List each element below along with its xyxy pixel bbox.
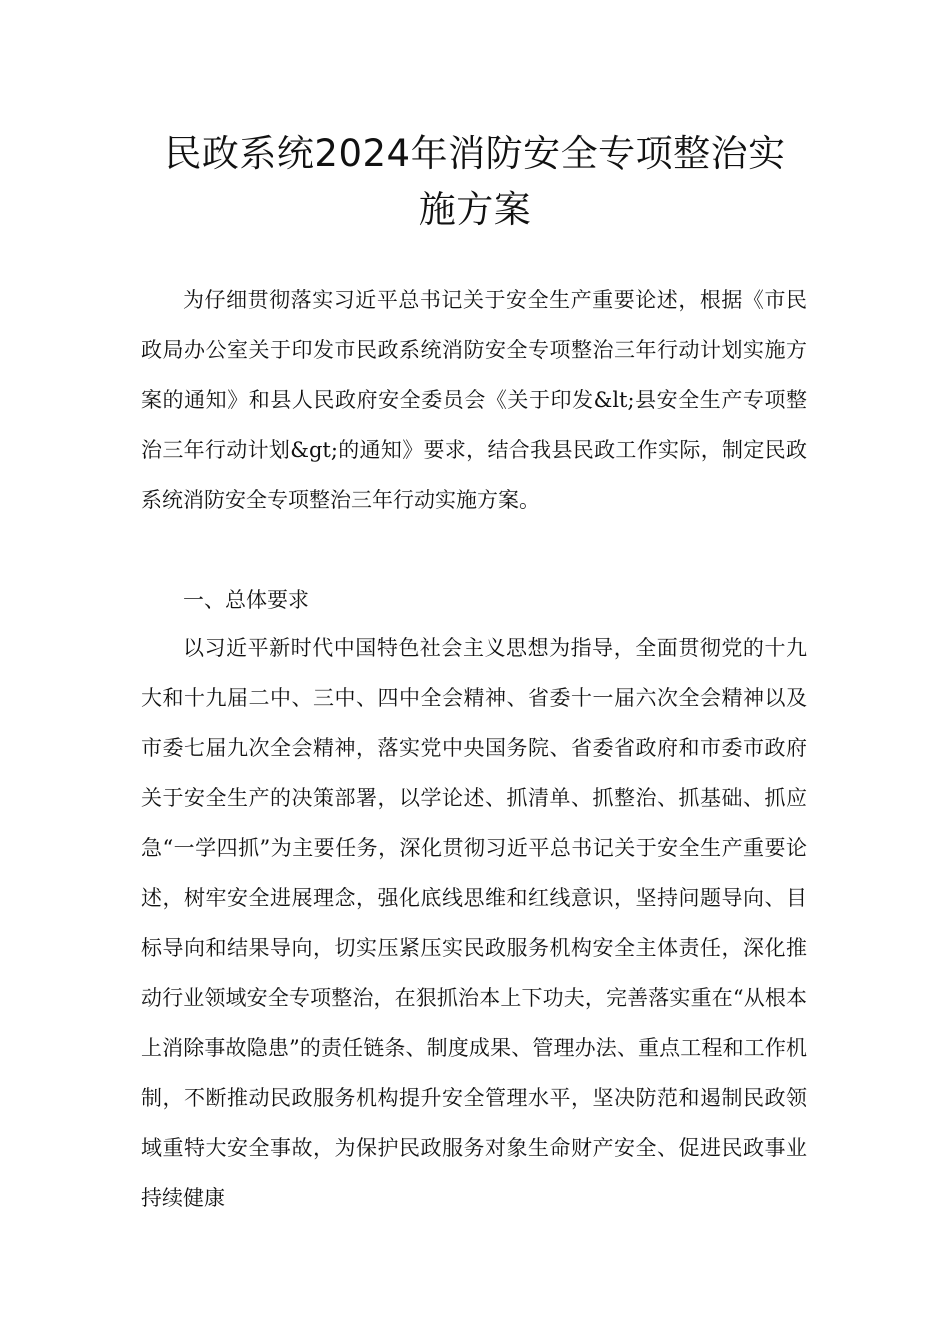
- section-1-paragraph: 以习近平新时代中国特色社会主义思想为指导，全面贯彻党的十九大和十九届二中、三中、四中全会精神、省委十一届六次全会精神以及市委七届九次全会精神，落实党中央国务院、省委省政府和市委市政府关于安全生产的决策部署，以学论述、抓清单、抓整治、抓基础、抓应急“一学四抓”为主要任务，深化贯彻习近平总书记关于安全生产重要论述，树牢安全进展理念，强化底线思维和红线意识，坚持问题导向、目标导向和结果导向，切实压紧压实民政服务机构安全主体责任，深化推动行业领域安全专项整治，在狠抓治本上下功夫，完善落实重在“从根本上消除事故隐患”的责任链条、制度成果、管理办法、重点工程和工作机制，不断推动民政服务机构提升安全管理水平，坚决防范和遏制民政领域重特大安全事故，为保护民政服务对象生命财产安全、促进民政事业持续健康: [141, 636, 807, 1210]
- title-line-1: 民政系统2024年消防安全专项整治实: [164, 132, 786, 175]
- title-line-2: 施方案: [418, 188, 532, 231]
- intro-paragraph: 为仔细贯彻落实习近平总书记关于安全生产重要论述，根据《市民政局办公室关于印发市民政系统消防安全专项整治三年行动计划实施方案的通知》和县人民政府安全委员会《关于印发&lt;县安全生产专项整治三年行动计划&gt;的通知》要求，结合我县民政工作实际，制定民政系统消防安全专项整治三年行动实施方案。: [141, 288, 807, 512]
- section-1-heading: 一、总体要求: [183, 588, 309, 612]
- document-title: [140, 126, 810, 238]
